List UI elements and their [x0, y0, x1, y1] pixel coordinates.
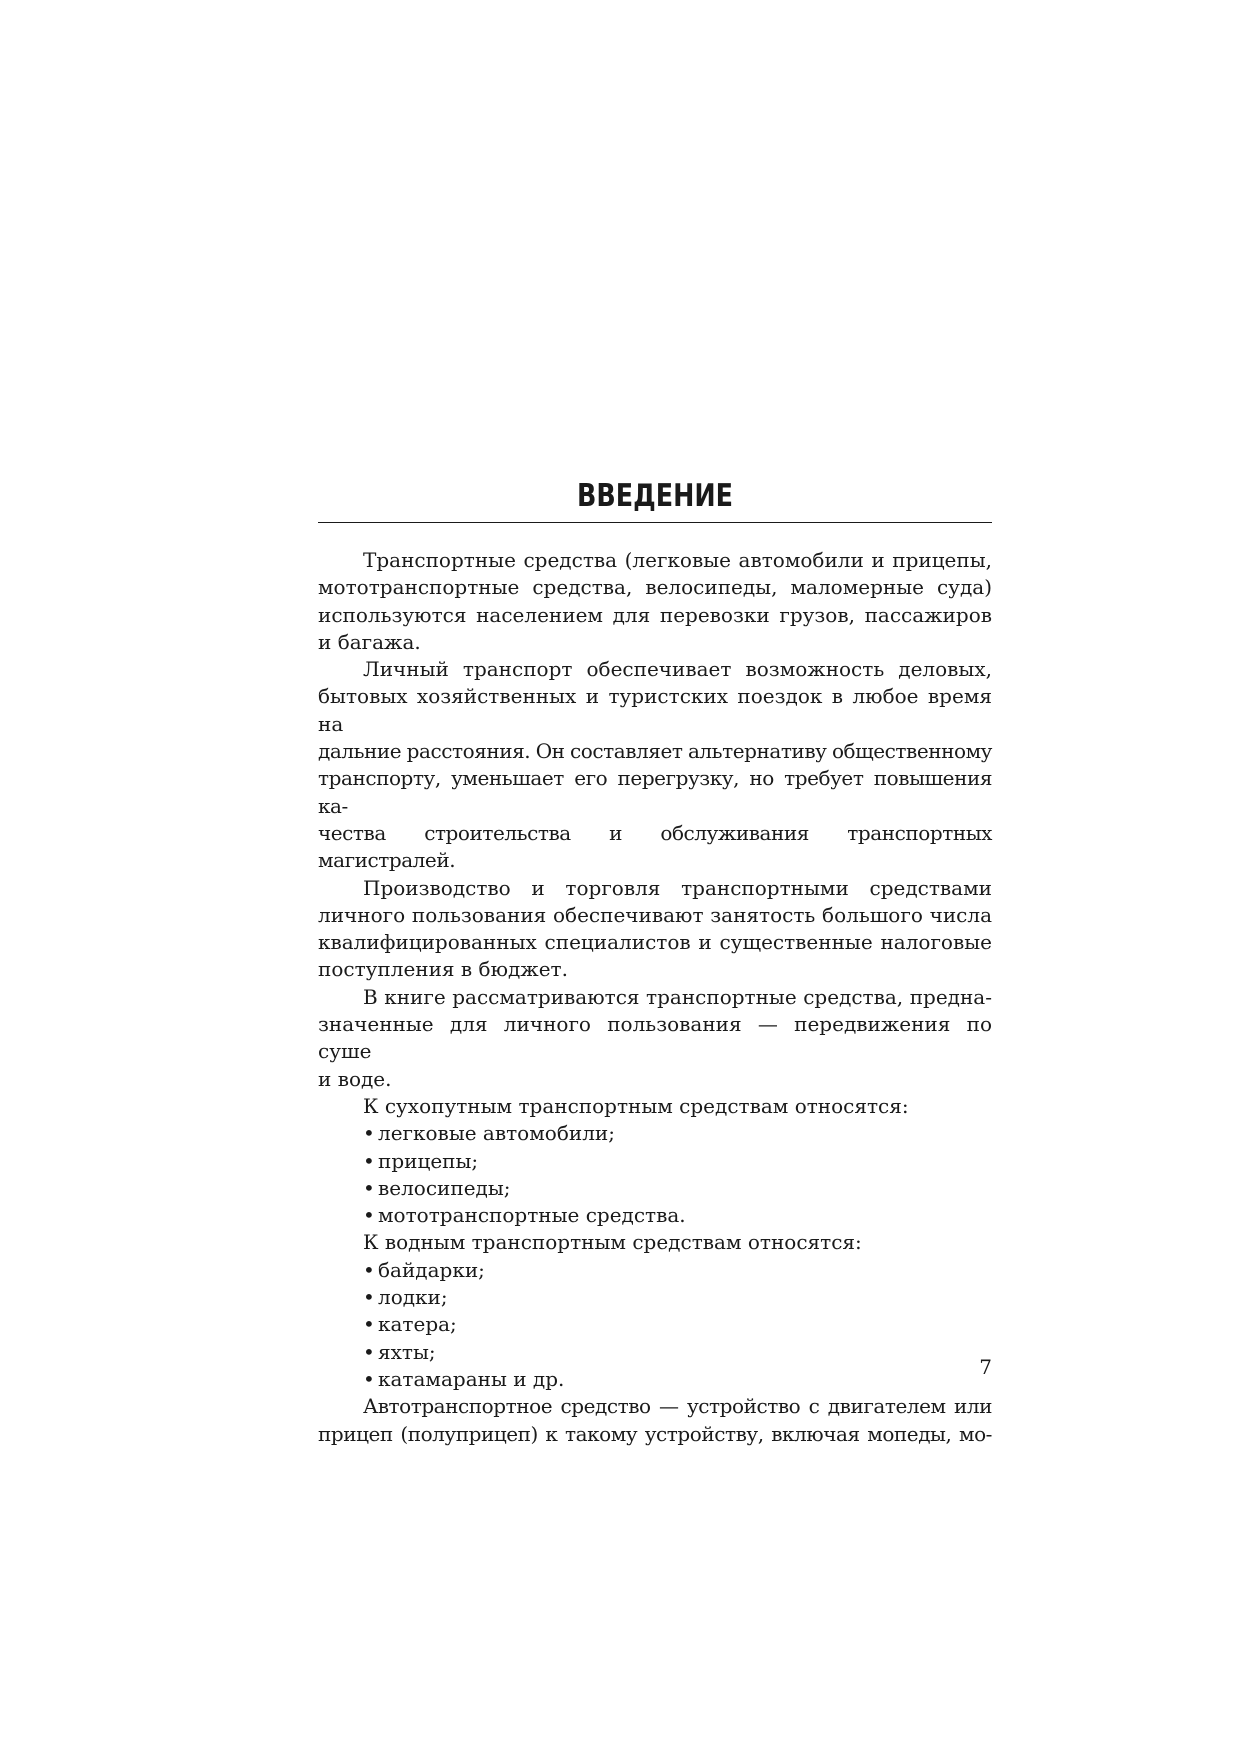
list-item [318, 1366, 992, 1393]
list-item-text: катамараны и др. [378, 1366, 565, 1391]
list-item-text: велосипеды; [378, 1175, 511, 1200]
list-item [318, 1202, 992, 1229]
paragraph-1 [318, 547, 992, 656]
paragraph-line: и воде. [318, 1066, 392, 1091]
body-text [318, 547, 992, 1448]
page-number: 7 [979, 1355, 992, 1379]
bullet-icon: • [363, 1339, 375, 1364]
paragraph-line: используются населением для перевозки грузов, пассажиров [318, 602, 992, 627]
paragraph-line: В книге рассматриваются транспортные средства, предна- [363, 984, 992, 1009]
paragraph-line: квалифицированных специалистов и существенные налоговые [318, 930, 992, 955]
water-vehicles-list [318, 1229, 992, 1393]
bullet-icon: • [363, 1121, 375, 1146]
list-item [318, 1339, 992, 1366]
list-item [318, 1148, 992, 1175]
paragraph-2 [318, 656, 992, 874]
paragraph-line: дальние расстояния. Он составляет альтернативу общественному [318, 739, 992, 764]
paragraph-3 [318, 875, 992, 984]
title-divider [318, 522, 992, 523]
bullet-icon: • [363, 1312, 375, 1337]
paragraph-line: значенные для личного пользования — передвижения по суше [318, 1012, 992, 1064]
list-item [318, 1120, 992, 1147]
list-item [318, 1257, 992, 1284]
list-item-text: яхты; [378, 1339, 436, 1364]
paragraph-5 [318, 1393, 992, 1448]
bullet-icon: • [363, 1257, 375, 1282]
list-lead: К водным транспортным средствам относятся: [363, 1230, 862, 1255]
paragraph-line: Производство и торговля транспортными средствами [363, 875, 992, 900]
paragraph-line: личного пользования обеспечивают занятость большого числа [318, 902, 992, 927]
list-item [318, 1175, 992, 1202]
list-lead: К сухопутным транспортным средствам относятся: [363, 1093, 909, 1118]
bullet-icon: • [363, 1148, 375, 1173]
paragraph-line: мототранспортные средства, велосипеды, маломерные суда) [318, 575, 992, 600]
list-item-text: прицепы; [378, 1148, 479, 1173]
bullet-icon: • [363, 1366, 375, 1391]
page-title: ВВЕДЕНИЕ [576, 478, 734, 514]
paragraph-line: чества строительства и обслуживания транспортных магистралей. [318, 820, 992, 873]
land-vehicles-list [318, 1093, 992, 1229]
paragraph-4 [318, 984, 992, 1093]
bullet-icon: • [363, 1175, 375, 1200]
bullet-icon: • [363, 1285, 375, 1310]
paragraph-line: Автотранспортное средство — устройство с двигателем или [363, 1394, 992, 1419]
paragraph-line: прицеп (полуприцеп) к такому устройству, включая мопеды, мо- [318, 1421, 992, 1446]
paragraph-line: транспорту, уменьшает его перегрузку, но требует повышения ка- [318, 766, 992, 818]
list-item-text: лодки; [378, 1285, 448, 1310]
list-item-text: байдарки; [378, 1257, 485, 1282]
list-item-text: катера; [378, 1312, 457, 1337]
list-item [318, 1311, 992, 1338]
paragraph-line: Личный транспорт обеспечивает возможность деловых, [363, 657, 992, 682]
bullet-icon: • [363, 1203, 375, 1228]
paragraph-line: Транспортные средства (легковые автомобили и прицепы, [363, 548, 992, 572]
paragraph-line: поступления в бюджет. [318, 957, 568, 982]
list-item-text: легковые автомобили; [378, 1121, 615, 1146]
list-item [318, 1284, 992, 1311]
paragraph-line: и багажа. [318, 629, 421, 654]
list-item-text: мототранспортные средства. [378, 1203, 686, 1228]
paragraph-line: бытовых хозяйственных и туристских поездок в любое время на [318, 684, 992, 736]
